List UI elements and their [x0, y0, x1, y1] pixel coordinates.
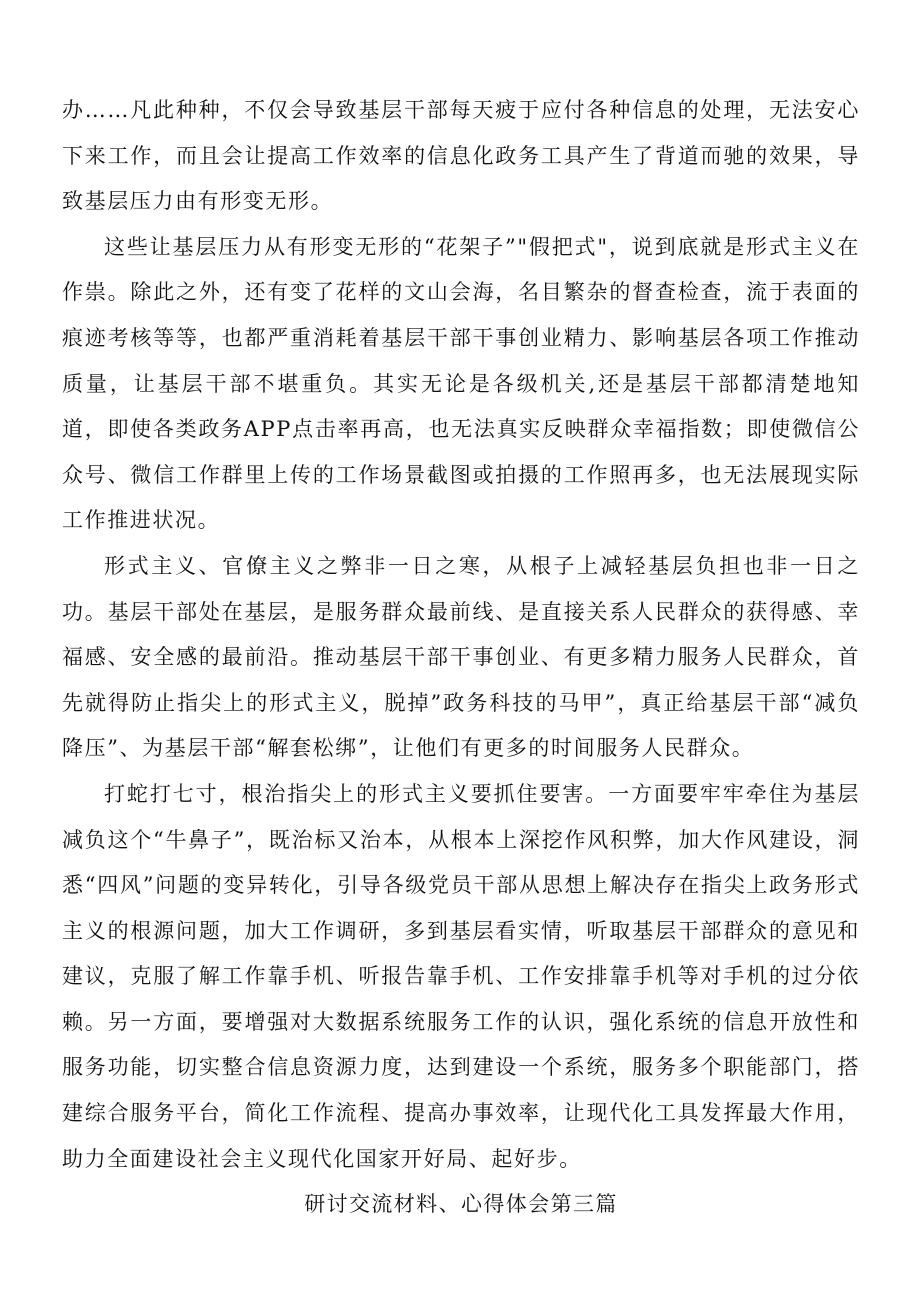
section-title: 研讨交流材料、心得体会第三篇	[304, 1192, 618, 1217]
paragraph-formalism-causes: 这些让基层压力从有形变无形的“花架子”"假把式"，说到底就是形式主义在作祟。除此之外，还有变了花样的文山会海，名目繁杂的督查检查，流于表面的痕迹考核等等，也都严重消耗着基层干部干事创业精力、影响基层各项工作推动质量，让基层干部不堪重负。其实无论是各级机关,还是基层干部都清楚地知道，即使各类政务APP点击率再高，也无法真实反映群众幸福指数；即使微信公众号、微信工作群里上传的工作场景截图或拍摄的工作照再多，也无法展现实际工作推进状况。	[62, 234, 860, 533]
document-page	[62, 88, 860, 1228]
paragraph-remedies: 打蛇打七寸，根治指尖上的形式主义要抓住要害。一方面要牢牢牵住为基层减负这个“牛鼻子”，既治标又治本，从根本上深挖作风积弊，加大作风建设，洞悉“四风”问题的变异转化，引导各级党员干部从思想上解决存在指尖上政务形式主义的根源问题，加大工作调研，多到基层看实情，听取基层干部群众的意见和建议，克服了解工作靠手机、听报告靠手机、工作安排靠手机等对手机的过分依赖。另一方面，要增强对大数据系统服务工作的认识，强化系统的信息开放性和服务功能，切实整合信息资源力度，达到建设一个系统，服务多个职能部门，搭建综合服务平台，简化工作流程、提高办事效率，让现代化工具发挥最大作用，助力全面建设社会主义现代化国家开好局、起好步。	[62, 781, 860, 1171]
paragraph-continued: 办……凡此种种，不仅会导致基层干部每天疲于应付各种信息的处理，无法安心下来工作，而且会让提高工作效率的信息化政务工具产生了背道而驰的效果，导致基层压力由有形变无形。	[62, 98, 860, 214]
paragraph-reduce-burden: 形式主义、官僚主义之弊非一日之寒，从根子上减轻基层负担也非一日之功。基层干部处在基层，是服务群众最前线、是直接关系人民群众的获得感、幸福感、安全感的最前沿。推动基层干部干事创业、有更多精力服务人民群众，首先就得防止指尖上的形式主义，脱掉”政务科技的马甲”，真正给基层干部“减负降压”、为基层干部“解套松绑”，让他们有更多的时间服务人民群众。	[62, 553, 860, 761]
